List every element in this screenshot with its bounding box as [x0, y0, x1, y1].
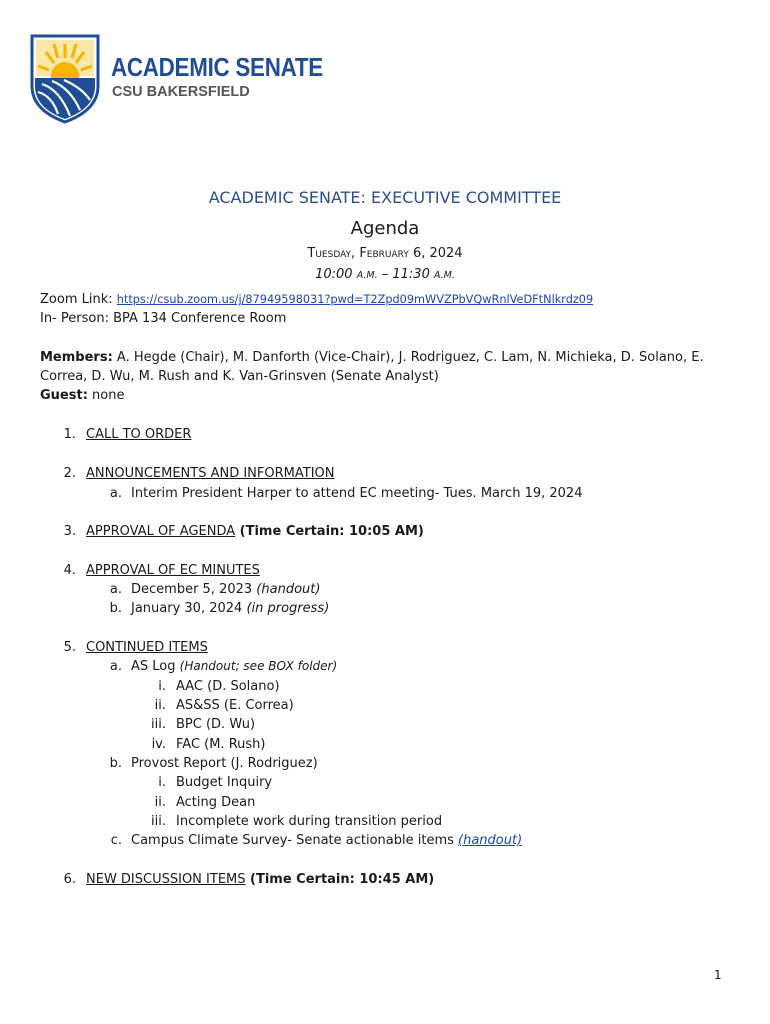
item-3-time-certain: (Time Certain: 10:05 AM) — [235, 524, 424, 539]
item-5a-i-text: AAC (D. Solano) — [176, 679, 280, 694]
item-3-title: APPROVAL OF AGENDA — [86, 524, 236, 539]
members-list-1: A. Hegde (Chair), M. Danforth (Vice-Chair), J. Rodriguez, C. Lam, N. Michieka, D. Solano, E. — [112, 350, 704, 365]
item-4b-note: (in progress) — [246, 601, 330, 616]
item-5a-line — [131, 657, 337, 676]
item-6-time-certain: (Time Certain: 10:45 AM) — [245, 872, 435, 887]
item-1-number: 1. — [63, 427, 76, 442]
item-4-title: APPROVAL OF EC MINUTES — [86, 563, 260, 578]
item-1-title: CALL TO ORDER — [86, 427, 192, 442]
item-5-number: 5. — [63, 640, 76, 655]
date-rest: 6, 2024 — [408, 246, 463, 261]
item-5b-iii-text: Incomplete work during transition period — [176, 814, 443, 829]
item-2a-text: Interim President Harper to attend EC meeting- Tues. March 19, 2024 — [131, 486, 583, 501]
item-5b-i-marker: i. — [158, 775, 166, 790]
committee-heading: ACADEMIC SENATE: EXECUTIVE COMMITTEE — [208, 188, 562, 207]
time-start: 10:00 — [315, 267, 357, 282]
item-5a-text: AS Log — [131, 659, 180, 674]
item-5-title: CONTINUED ITEMS — [86, 640, 208, 655]
members-list-2: Correa, D. Wu, M. Rush and K. Van-Grinsven (Senate Analyst) — [40, 369, 439, 384]
item-2-title: ANNOUNCEMENTS AND INFORMATION — [86, 466, 335, 481]
item-5a-i-marker: i. — [158, 679, 166, 694]
item-5a-ii-marker: ii. — [154, 698, 166, 713]
item-4-number: 4. — [63, 563, 76, 578]
item-5a-note: (Handout; see BOX folder) — [179, 659, 338, 673]
item-6-title: NEW DISCUSSION ITEMS — [86, 872, 246, 887]
guest-value: none — [87, 388, 125, 403]
zoom-line — [40, 290, 593, 309]
members-label: Members: — [40, 350, 113, 365]
in-person-location: In- Person: BPA 134 Conference Room — [40, 311, 287, 326]
item-2-number: 2. — [63, 466, 76, 481]
time-am-1: A.M. — [356, 270, 378, 281]
item-5a-iii-marker: iii. — [151, 717, 166, 732]
item-6-number: 6. — [63, 872, 76, 887]
item-5a-iii-text: BPC (D. Wu) — [176, 717, 256, 732]
guest-label: Guest: — [40, 388, 88, 403]
item-3-number: 3. — [63, 524, 76, 539]
item-4a-note: (handout) — [256, 582, 321, 597]
item-3-line — [86, 522, 424, 541]
brand-title: ACADEMIC SENATE — [111, 52, 323, 82]
agenda-title: Agenda — [350, 218, 420, 239]
date-day: Tuesday — [307, 246, 352, 261]
item-5c-text: Campus Climate Survey- Senate actionable items — [131, 833, 459, 848]
meeting-time — [0, 267, 770, 282]
zoom-label: Zoom Link: — [40, 292, 117, 307]
item-5b-marker: b. — [109, 756, 122, 771]
item-5b-i-text: Budget Inquiry — [176, 775, 273, 790]
item-5a-ii-text: AS&SS (E. Correa) — [176, 698, 294, 713]
members-line-1 — [40, 348, 704, 367]
item-5a-marker: a. — [109, 659, 122, 674]
item-4b-text: January 30, 2024 — [131, 601, 247, 616]
item-5c-line — [131, 831, 522, 850]
item-5c-handout-link[interactable]: (handout) — [458, 833, 523, 848]
brand-subtitle: CSU BAKERSFIELD — [112, 84, 250, 100]
item-2a-marker: a. — [109, 486, 122, 501]
item-5b-iii-marker: iii. — [151, 814, 166, 829]
csub-shield-logo-icon — [30, 34, 100, 124]
guest-line — [40, 386, 124, 405]
item-4b-line — [131, 599, 329, 618]
item-5b-text: Provost Report (J. Rodriguez) — [131, 756, 318, 771]
item-5a-iv-marker: iv. — [151, 737, 166, 752]
item-4b-marker: b. — [109, 601, 122, 616]
item-5b-ii-text: Acting Dean — [176, 795, 256, 810]
item-5c-marker: c. — [110, 833, 122, 848]
page-number: 1 — [714, 968, 722, 982]
meeting-date: Tuesday, February 6, 2024 — [307, 246, 463, 261]
time-sep: – 11:30 — [377, 267, 434, 282]
item-4a-marker: a. — [109, 582, 122, 597]
item-5a-iv-text: FAC (M. Rush) — [176, 737, 266, 752]
item-5b-ii-marker: ii. — [154, 795, 166, 810]
item-4a-line — [131, 580, 320, 599]
time-am-2: A.M. — [433, 270, 455, 281]
item-4a-text: December 5, 2023 — [131, 582, 257, 597]
date-month: February — [359, 246, 409, 261]
item-6-line — [86, 870, 434, 889]
zoom-link[interactable]: https://csub.zoom.us/j/87949598031?pwd=T2Zpd09mWVZPbVQwRnlVeDFtNlkrdz09 — [116, 293, 594, 306]
